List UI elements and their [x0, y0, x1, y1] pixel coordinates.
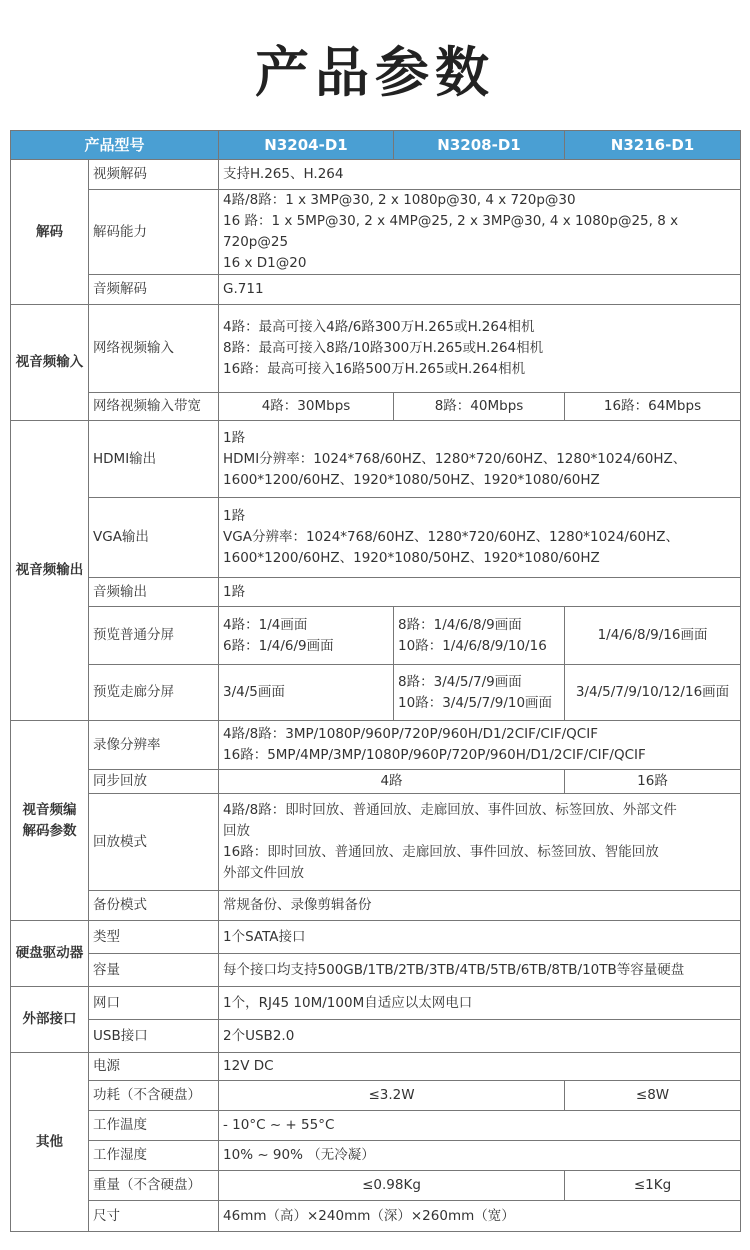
row-label: 尺寸 [89, 1201, 219, 1232]
row-label: 重量（不含硬盘） [89, 1171, 219, 1201]
table-row [11, 160, 741, 190]
row-label: 功耗（不含硬盘） [89, 1081, 219, 1111]
row-value: 每个接口均支持500GB/1TB/2TB/3TB/4TB/5TB/6TB/8TB/10TB等容量硬盘 [219, 954, 741, 987]
row-label: 回放模式 [89, 794, 219, 891]
table-row [11, 578, 741, 607]
row-label: USB接口 [89, 1020, 219, 1053]
row-label: 备份模式 [89, 891, 219, 921]
row-value: 4路/8路：即时回放、普通回放、走廊回放、事件回放、标签回放、外部文件 回放 16路：即时回放、普通回放、走廊回放、事件回放、标签回放、智能回放 外部文件回放 [219, 794, 741, 891]
row-value: 常规备份、录像剪辑备份 [219, 891, 741, 921]
category-output: 视音频输出 [11, 421, 89, 721]
row-value: ≤3.2W [219, 1081, 565, 1111]
header-n3216: N3216-D1 [565, 131, 741, 160]
header-model: 产品型号 [11, 131, 219, 160]
row-value: 1路 HDMI分辨率：1024*768/60HZ、1280*720/60HZ、1280*1024/60HZ、 1600*1200/60HZ、1920*1080/50HZ、1920*1080/60HZ [219, 421, 741, 498]
row-value: 4路 [219, 770, 565, 794]
table-row [11, 987, 741, 1020]
row-value: G.711 [219, 275, 741, 305]
row-value: 1/4/6/8/9/16画面 [565, 607, 741, 665]
category-decode: 解码 [11, 160, 89, 305]
row-label: 音频输出 [89, 578, 219, 607]
row-label: HDMI输出 [89, 421, 219, 498]
category-codec: 视音频编 解码参数 [11, 721, 89, 921]
table-row [11, 794, 741, 891]
row-value: 46mm（高）×240mm（深）×260mm（宽） [219, 1201, 741, 1232]
category-disk: 硬盘驱动器 [11, 921, 89, 987]
category-input: 视音频输入 [11, 305, 89, 421]
row-label: 电源 [89, 1053, 219, 1081]
table-row [11, 721, 741, 770]
row-value: 3/4/5/7/9/10/12/16画面 [565, 665, 741, 721]
row-value: 4路：30Mbps [219, 393, 394, 421]
table-row [11, 1141, 741, 1171]
row-value: 2个USB2.0 [219, 1020, 741, 1053]
header-row [11, 131, 741, 160]
row-value: - 10°C ~ + 55°C [219, 1111, 741, 1141]
table-row [11, 1111, 741, 1141]
row-value: 1路 VGA分辨率：1024*768/60HZ、1280*720/60HZ、1280*1024/60HZ、 1600*1200/60HZ、1920*1080/50HZ、1920*1080/60HZ [219, 498, 741, 578]
row-value: 支持H.265、H.264 [219, 160, 741, 190]
row-value: 4路/8路：1 x 3MP@30, 2 x 1080p@30, 4 x 720p@30 16 路：1 x 5MP@30, 2 x 4MP@25, 2 x 3MP@30, 4 x 1080p@25, 8 x 720p@25 16 x D1@20 [219, 190, 741, 275]
row-value: ≤1Kg [565, 1171, 741, 1201]
row-value: 8路：40Mbps [394, 393, 565, 421]
table-row [11, 190, 741, 275]
table-row [11, 1171, 741, 1201]
row-label: 网络视频输入 [89, 305, 219, 393]
row-label: 网络视频输入带宽 [89, 393, 219, 421]
row-value: 4路：1/4画面 6路：1/4/6/9画面 [219, 607, 394, 665]
category-other: 其他 [11, 1053, 89, 1232]
table-row [11, 607, 741, 665]
row-value: 8路：1/4/6/8/9画面 10路：1/4/6/8/9/10/16 [394, 607, 565, 665]
row-label: 音频解码 [89, 275, 219, 305]
row-label: 工作湿度 [89, 1141, 219, 1171]
row-label: 同步回放 [89, 770, 219, 794]
table-row [11, 275, 741, 305]
row-label: 容量 [89, 954, 219, 987]
row-value: 4路/8路：3MP/1080P/960P/720P/960H/D1/2CIF/CIF/QCIF 16路：5MP/4MP/3MP/1080P/960P/720P/960H/D1/2CIF/CIF/QCIF [219, 721, 741, 770]
row-label: 预览走廊分屏 [89, 665, 219, 721]
row-value: 4路：最高可接入4路/6路300万H.265或H.264相机 8路：最高可接入8路/10路300万H.265或H.264相机 16路：最高可接入16路500万H.265或H.264相机 [219, 305, 741, 393]
table-row [11, 1020, 741, 1053]
row-label: 视频解码 [89, 160, 219, 190]
row-value: 1路 [219, 578, 741, 607]
table-row [11, 1053, 741, 1081]
table-row [11, 891, 741, 921]
row-value: ≤0.98Kg [219, 1171, 565, 1201]
row-label: 工作温度 [89, 1111, 219, 1141]
table-row [11, 921, 741, 954]
table-row [11, 1201, 741, 1232]
row-value: 8路：3/4/5/7/9画面 10路：3/4/5/7/9/10画面 [394, 665, 565, 721]
table-row [11, 770, 741, 794]
table-row [11, 498, 741, 578]
row-value: 16路 [565, 770, 741, 794]
spec-table [10, 130, 741, 1232]
row-value: 16路：64Mbps [565, 393, 741, 421]
row-value: 1个SATA接口 [219, 921, 741, 954]
header-n3208: N3208-D1 [394, 131, 565, 160]
table-row [11, 954, 741, 987]
row-label: VGA输出 [89, 498, 219, 578]
row-value: 12V DC [219, 1053, 741, 1081]
row-label: 网口 [89, 987, 219, 1020]
header-n3204: N3204-D1 [219, 131, 394, 160]
row-value: 10% ~ 90% （无冷凝） [219, 1141, 741, 1171]
row-label: 类型 [89, 921, 219, 954]
table-row [11, 421, 741, 498]
row-value: ≤8W [565, 1081, 741, 1111]
category-ext: 外部接口 [11, 987, 89, 1053]
page-title: 产品参数 [255, 41, 495, 104]
row-value: 3/4/5画面 [219, 665, 394, 721]
table-row [11, 665, 741, 721]
table-row [11, 393, 741, 421]
row-label: 预览普通分屏 [89, 607, 219, 665]
table-row [11, 1081, 741, 1111]
table-row [11, 305, 741, 393]
row-label: 解码能力 [89, 190, 219, 275]
row-value: 1个，RJ45 10M/100M自适应以太网电口 [219, 987, 741, 1020]
row-label: 录像分辨率 [89, 721, 219, 770]
